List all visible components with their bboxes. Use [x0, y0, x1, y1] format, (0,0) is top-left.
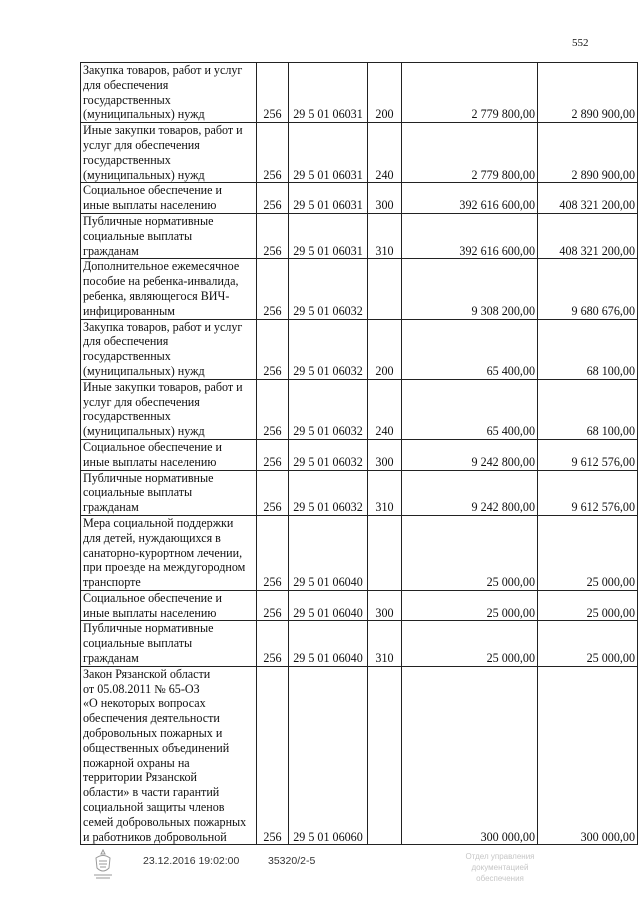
row-name-cell: Социальное обеспечение и иные выплаты населению	[81, 183, 257, 214]
row-csr-cell: 29 5 01 06032	[289, 379, 368, 439]
row-sum-2018-cell: 9 612 576,00	[538, 470, 638, 515]
row-gr-cell: 256	[257, 515, 289, 590]
row-gr-cell: 256	[257, 213, 289, 258]
row-sum-2018-cell: 408 321 200,00	[538, 213, 638, 258]
table-row	[81, 123, 638, 183]
footer-datetime: 23.12.2016 19:02:00	[143, 855, 240, 867]
row-name-cell: Мера социальной поддержки для детей, нуждающихся в санаторно-курортном лечении, при проезде на междугородном транспорте	[81, 515, 257, 590]
row-vr-cell: 200	[368, 319, 402, 379]
table-row	[81, 183, 638, 214]
row-csr-cell: 29 5 01 06031	[289, 213, 368, 258]
row-gr-cell: 256	[257, 621, 289, 666]
row-gr-cell: 256	[257, 183, 289, 214]
row-sum-2017-cell: 25 000,00	[402, 590, 538, 621]
row-csr-cell: 29 5 01 06031	[289, 183, 368, 214]
table-row	[81, 470, 638, 515]
row-name-cell: Социальное обеспечение и иные выплаты населению	[81, 590, 257, 621]
row-vr-cell	[368, 666, 402, 845]
row-sum-2017-cell: 65 400,00	[402, 319, 538, 379]
table-row	[81, 515, 638, 590]
table-row	[81, 439, 638, 470]
row-vr-cell: 310	[368, 621, 402, 666]
row-vr-cell: 300	[368, 183, 402, 214]
table-row	[81, 213, 638, 258]
row-name-cell: Публичные нормативные социальные выплаты гражданам	[81, 470, 257, 515]
row-gr-cell: 256	[257, 439, 289, 470]
row-sum-2017-cell: 65 400,00	[402, 379, 538, 439]
row-vr-cell: 300	[368, 590, 402, 621]
row-sum-2018-cell: 9 680 676,00	[538, 259, 638, 319]
row-sum-2018-cell: 9 612 576,00	[538, 439, 638, 470]
table-row	[81, 590, 638, 621]
row-csr-cell: 29 5 01 06032	[289, 470, 368, 515]
row-gr-cell: 256	[257, 379, 289, 439]
row-name-cell: Социальное обеспечение и иные выплаты населению	[81, 439, 257, 470]
row-name-cell: Иные закупки товаров, работ и услуг для обеспечения государственных (муниципальных) нужд	[81, 123, 257, 183]
row-vr-cell	[368, 515, 402, 590]
row-sum-2017-cell: 25 000,00	[402, 621, 538, 666]
row-csr-cell: 29 5 01 06032	[289, 439, 368, 470]
row-vr-cell: 240	[368, 123, 402, 183]
row-gr-cell: 256	[257, 590, 289, 621]
table-row	[81, 63, 638, 123]
row-vr-cell	[368, 259, 402, 319]
row-csr-cell: 29 5 01 06040	[289, 590, 368, 621]
row-sum-2018-cell: 300 000,00	[538, 666, 638, 845]
footer-faded-line: Отдел управления документацией	[465, 852, 535, 872]
row-sum-2018-cell: 68 100,00	[538, 379, 638, 439]
row-gr-cell: 256	[257, 63, 289, 123]
row-name-cell: Публичные нормативные социальные выплаты гражданам	[81, 621, 257, 666]
emblem-icon	[90, 848, 116, 882]
row-vr-cell: 240	[368, 379, 402, 439]
row-csr-cell: 29 5 01 06060	[289, 666, 368, 845]
table-row	[81, 666, 638, 845]
row-name-cell: Публичные нормативные социальные выплаты гражданам	[81, 213, 257, 258]
table-row	[81, 379, 638, 439]
table-row	[81, 259, 638, 319]
table-row	[81, 621, 638, 666]
row-csr-cell: 29 5 01 06031	[289, 63, 368, 123]
row-sum-2018-cell: 2 890 900,00	[538, 123, 638, 183]
row-sum-2017-cell: 392 616 600,00	[402, 213, 538, 258]
row-sum-2017-cell: 300 000,00	[402, 666, 538, 845]
row-sum-2017-cell: 9 242 800,00	[402, 470, 538, 515]
budget-table	[80, 62, 638, 845]
row-sum-2018-cell: 25 000,00	[538, 621, 638, 666]
row-vr-cell: 310	[368, 213, 402, 258]
footer-faded-line: обеспечения	[476, 874, 524, 883]
row-gr-cell: 256	[257, 319, 289, 379]
row-csr-cell: 29 5 01 06040	[289, 515, 368, 590]
footer-doc-number: 35320/2-5	[268, 855, 316, 867]
page-number: 552	[572, 37, 589, 49]
row-vr-cell: 310	[368, 470, 402, 515]
row-sum-2017-cell: 392 616 600,00	[402, 183, 538, 214]
row-sum-2017-cell: 25 000,00	[402, 515, 538, 590]
row-sum-2018-cell: 25 000,00	[538, 515, 638, 590]
row-gr-cell: 256	[257, 470, 289, 515]
row-name-cell: Закон Рязанской области от 05.08.2011 № 65-ОЗ «О некоторых вопросах обеспечения деятельности добровольных пожарных и общественных объединений пожарной охраны на территории Рязанской области» в части гарантий социальной защиты членов семей добровольных пожарных и работников добровольной	[81, 666, 257, 845]
row-gr-cell: 256	[257, 259, 289, 319]
footer-faded-stamp	[445, 851, 555, 884]
row-gr-cell: 256	[257, 123, 289, 183]
row-sum-2018-cell: 25 000,00	[538, 590, 638, 621]
row-sum-2017-cell: 2 779 800,00	[402, 63, 538, 123]
row-csr-cell: 29 5 01 06032	[289, 319, 368, 379]
row-sum-2017-cell: 2 779 800,00	[402, 123, 538, 183]
table-body	[81, 63, 638, 845]
row-csr-cell: 29 5 01 06032	[289, 259, 368, 319]
row-name-cell: Дополнительное ежемесячное пособие на ребенка-инвалида, ребенка, являющегося ВИЧ- инфицированным	[81, 259, 257, 319]
row-vr-cell: 200	[368, 63, 402, 123]
row-sum-2018-cell: 68 100,00	[538, 319, 638, 379]
row-sum-2017-cell: 9 242 800,00	[402, 439, 538, 470]
row-csr-cell: 29 5 01 06040	[289, 621, 368, 666]
row-name-cell: Иные закупки товаров, работ и услуг для обеспечения государственных (муниципальных) нужд	[81, 379, 257, 439]
row-gr-cell: 256	[257, 666, 289, 845]
row-sum-2018-cell: 2 890 900,00	[538, 63, 638, 123]
row-csr-cell: 29 5 01 06031	[289, 123, 368, 183]
row-sum-2018-cell: 408 321 200,00	[538, 183, 638, 214]
row-sum-2017-cell: 9 308 200,00	[402, 259, 538, 319]
row-name-cell: Закупка товаров, работ и услуг для обеспечения государственных (муниципальных) нужд	[81, 319, 257, 379]
row-name-cell: Закупка товаров, работ и услуг для обеспечения государственных (муниципальных) нужд	[81, 63, 257, 123]
row-vr-cell: 300	[368, 439, 402, 470]
table-row	[81, 319, 638, 379]
